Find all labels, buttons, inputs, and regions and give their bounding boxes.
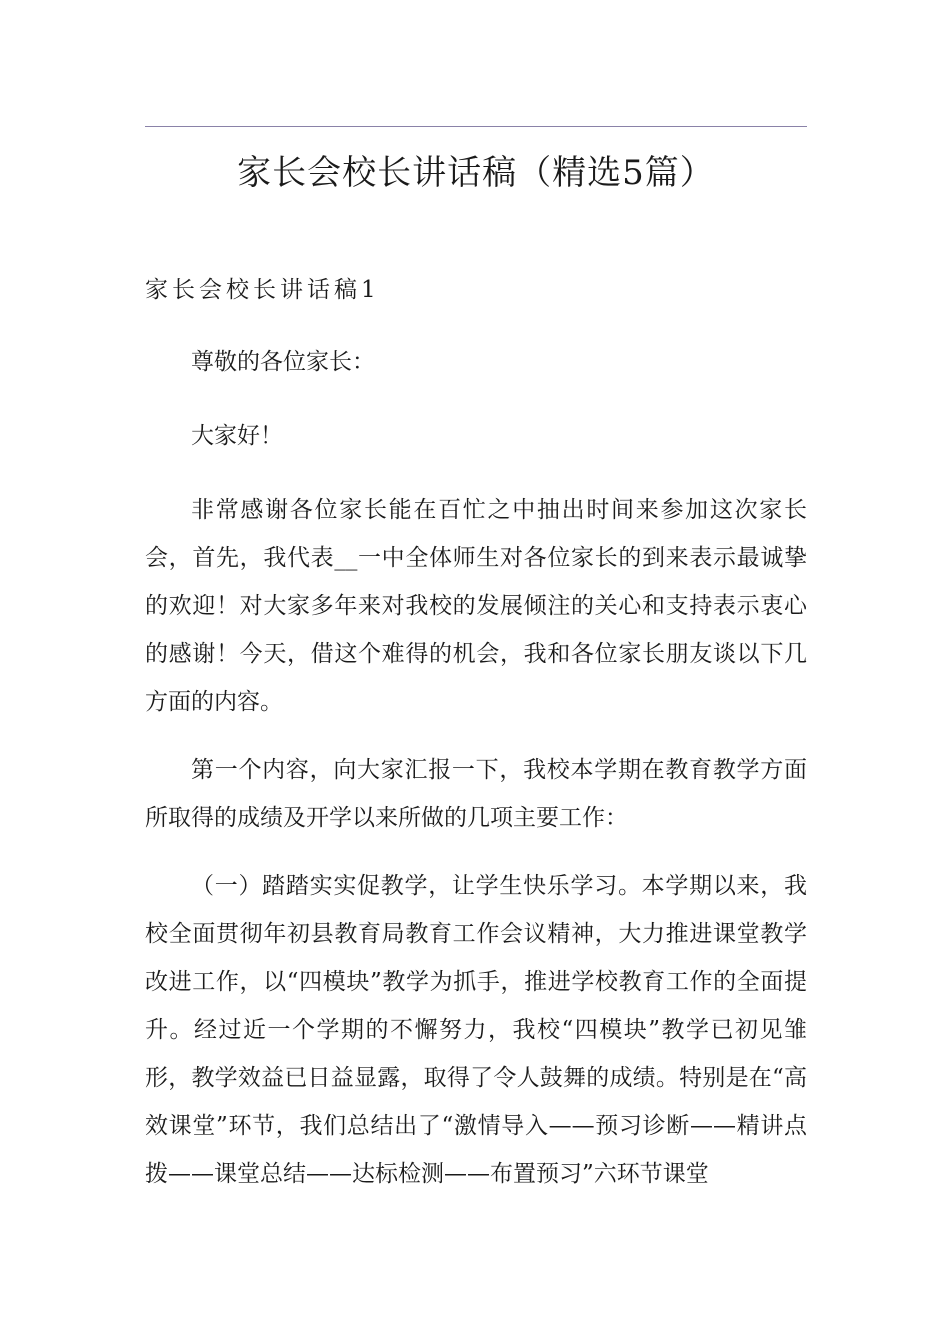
body-paragraph: 第一个内容，向大家汇报一下，我校本学期在教育教学方面所取得的成绩及开学以来所做的几项主要工作： (145, 757, 807, 831)
section-heading: 家长会校长讲话稿1 (145, 277, 380, 303)
body-paragraph: （一）踏踏实实促教学，让学生快乐学习。本学期以来，我校全面贯彻年初县教育局教育工作会议精神，大力推进课堂教学改进工作，以“四模块”教学为抓手，推进学校教育工作的全面提升。经过近一个学期的不懈努力，我校“四模块”教学已初见雏形，教学效益已日益显露，取得了令人鼓舞的成绩。特别是在“高效课堂”环节，我们总结出了“激情导入——预习诊断——精讲点拨——课堂总结——达标检测——布置预习”六环节课堂 (145, 873, 807, 1187)
greeting-paragraph: 大家好！ (191, 423, 283, 449)
document-body (145, 338, 807, 1218)
header-rule (145, 126, 807, 127)
document-title: 家长会校长讲话稿（精选5篇） (237, 153, 715, 193)
body-paragraph: 非常感谢各位家长能在百忙之中抽出时间来参加这次家长会，首先，我代表__一中全体师生对各位家长的到来表示最诚挚的欢迎！对大家多年来对我校的发展倾注的关心和支持表示衷心的感谢！今天，借这个难得的机会，我和各位家长朋友谈以下几方面的内容。 (145, 497, 807, 715)
salutation-paragraph: 尊敬的各位家长： (191, 349, 375, 375)
